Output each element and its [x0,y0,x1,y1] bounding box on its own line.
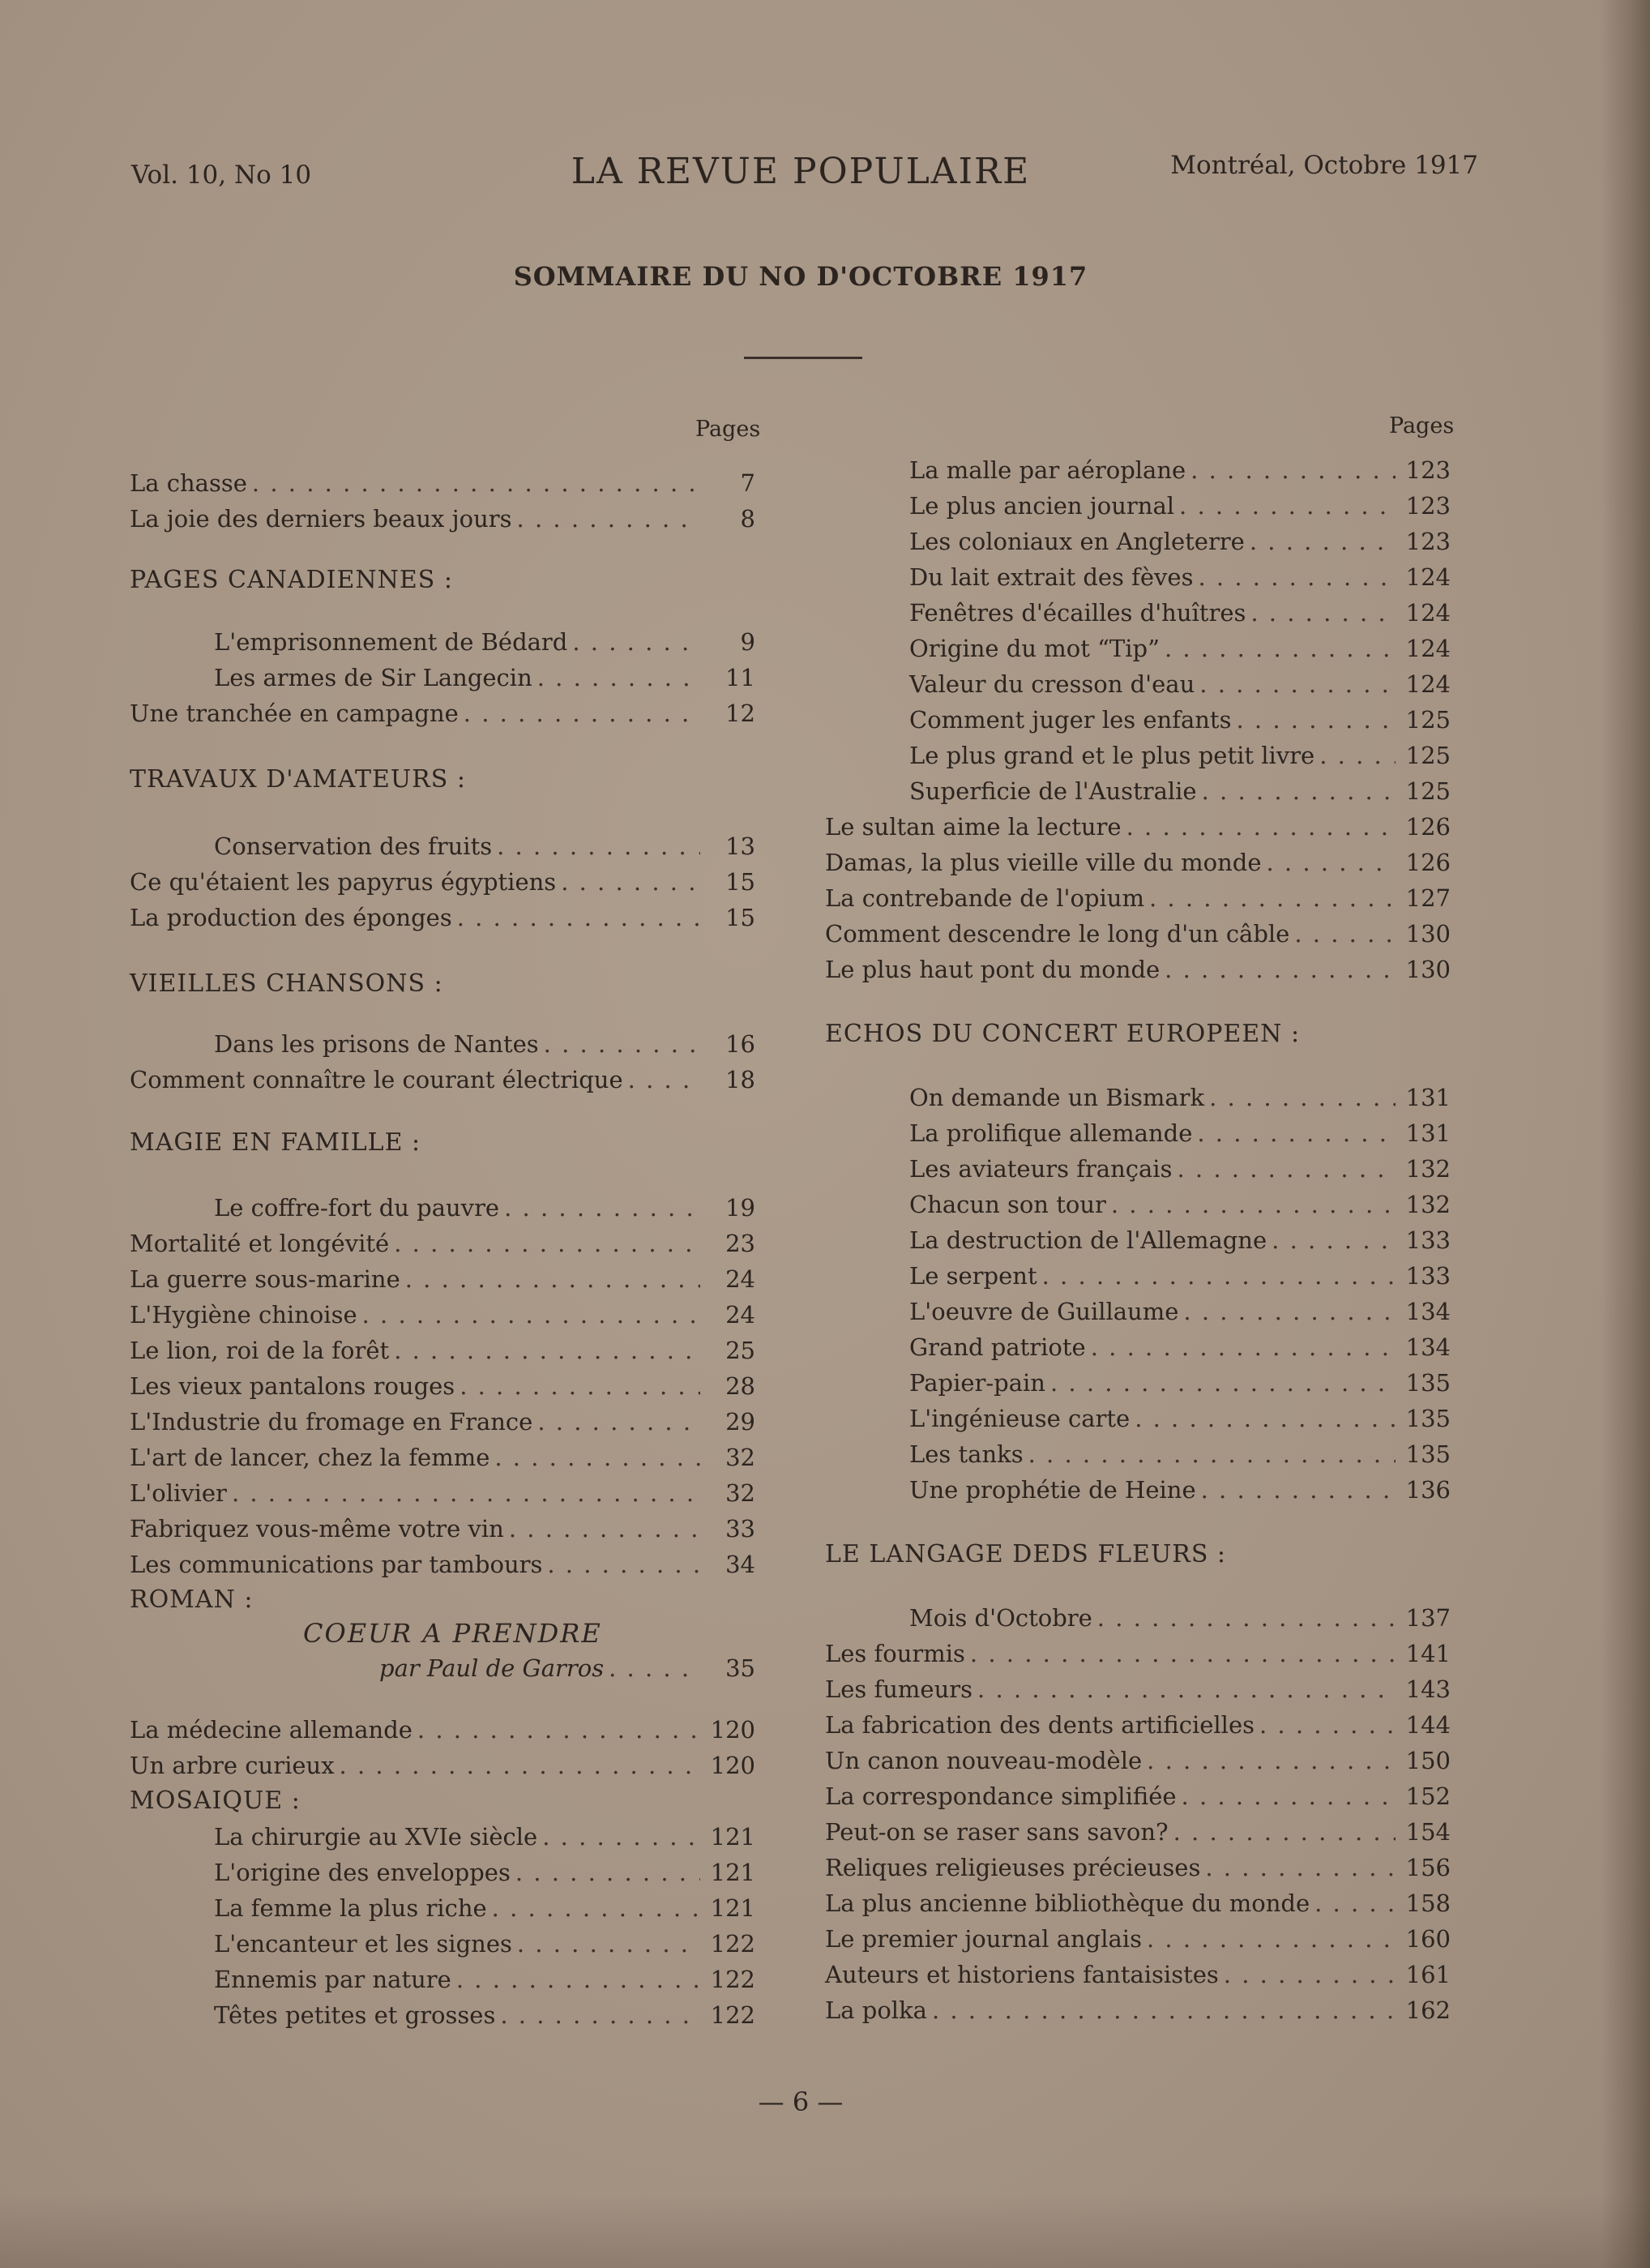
entry-title: La plus ancienne bibliothèque du monde [825,1889,1310,1917]
toc-entry [909,634,1451,663]
magazine-title: LA REVUE POPULAIRE [571,151,1031,192]
entry-title: Les armes de Sir Langecin [214,664,532,691]
entry-title: Comment connaître le courant électrique [130,1066,623,1093]
entry-title: Les coloniaux en Angleterre [909,528,1245,555]
entry-title: Les vieux pantalons rouges [130,1372,455,1400]
toc-entry [130,903,755,932]
entry-page-number: 137 [1405,1604,1451,1632]
table-of-contents-heading: SOMMAIRE DU NO D'OCTOBRE 1917 [513,261,1088,292]
toc-entry [825,1889,1451,1918]
dot-leader [405,1265,700,1294]
toc-entry [909,456,1451,485]
dot-leader [1147,1746,1396,1775]
novel-author: par Paul de Garros [379,1654,605,1682]
entry-title: Ce qu'étaient les papyrus égyptiens [130,868,557,896]
entry-page-number: 33 [725,1515,755,1543]
toc-entry [825,1675,1451,1704]
dot-leader [492,1894,700,1923]
entry-page-number: 120 [710,1752,755,1779]
toc-entry [909,1333,1451,1362]
toc-entry [130,1336,755,1365]
entry-title: Dans les prisons de Nantes [214,1030,539,1058]
entry-title: Peut-on se raser sans savon? [825,1818,1169,1846]
dot-leader [1201,1475,1396,1504]
dot-leader [609,1654,700,1683]
entry-title: L'Hygiène chinoise [130,1301,357,1329]
dot-leader [394,1229,700,1258]
entry-page-number: 125 [1405,777,1451,805]
entry-page-number: 9 [740,628,755,656]
toc-entry [379,1654,755,1683]
toc-entry [825,1782,1451,1811]
entry-title: La femme la plus riche [214,1894,487,1922]
toc-entry [909,1119,1451,1148]
entry-title: L'Industrie du fromage en France [130,1408,533,1436]
entry-title: Têtes petites et grosses [214,2001,496,2029]
toc-entry [130,469,755,498]
entry-title: Du lait extrait des fèves [909,563,1194,591]
toc-entry [909,1475,1451,1504]
dot-leader [932,1996,1396,2025]
entry-title: Les tanks [909,1440,1024,1468]
entry-title: Fabriquez vous-même votre vin [130,1515,504,1543]
entry-title: Un arbre curieux [130,1752,335,1779]
entry-title: Les aviateurs français [909,1155,1173,1183]
dot-leader [1250,598,1396,627]
right-pages-column-label: Pages [1389,413,1455,439]
dot-leader [561,867,700,897]
dot-leader [1165,955,1396,984]
dot-leader [1209,1083,1396,1112]
entry-page-number: 130 [1405,920,1451,948]
dot-leader [1266,848,1396,877]
entry-page-number: 136 [1405,1476,1451,1504]
dot-leader [1111,1190,1396,1219]
entry-page-number: 19 [725,1194,755,1222]
entry-page-number: 124 [1405,635,1451,662]
toc-entry [909,741,1451,770]
entry-title: La production des éponges [130,904,452,931]
section-heading: ECHOS DU CONCERT EUROPEEN : [825,1020,1301,1048]
entry-page-number: 120 [710,1716,755,1744]
entry-title: L'origine des enveloppes [214,1859,511,1886]
dot-leader [537,1407,700,1436]
entry-title: L'ingénieuse carte [909,1405,1131,1432]
entry-title: L'art de lancer, chez la femme [130,1444,490,1471]
entry-page-number: 123 [1405,528,1451,555]
toc-entry [214,663,755,692]
entry-page-number: 123 [1405,492,1451,520]
toc-entry [130,1478,755,1508]
entry-page-number: 127 [1405,884,1451,912]
dot-leader [1272,1226,1396,1255]
toc-entry [214,2001,755,2030]
entry-page-number: 28 [725,1372,755,1400]
dot-leader [1294,919,1396,948]
dot-leader [1177,1154,1396,1183]
dot-leader [456,1965,700,1994]
dot-leader [1190,456,1396,485]
entry-page-number: 15 [725,868,755,896]
entry-title: Chacun son tour [909,1191,1106,1218]
dot-leader [340,1751,700,1780]
dot-leader [1135,1404,1396,1433]
toc-entry [214,1965,755,1994]
dot-leader [1198,563,1396,592]
dot-leader [517,504,700,533]
toc-entry [909,670,1451,699]
toc-entry [214,1193,755,1222]
toc-entry [909,598,1451,627]
dot-leader [457,903,700,932]
toc-entry [825,1639,1451,1668]
dot-leader [1319,741,1396,770]
entry-page-number: 24 [725,1265,755,1293]
toc-entry [130,1715,755,1744]
entry-page-number: 133 [1405,1262,1451,1290]
entry-page-number: 154 [1405,1818,1451,1846]
entry-page-number: 126 [1405,813,1451,841]
entry-title: Les fumeurs [825,1675,973,1703]
toc-entry [130,1371,755,1401]
dot-leader [1050,1368,1396,1397]
entry-page-number: 156 [1405,1854,1451,1881]
volume-number: Vol. 10, No 10 [131,160,312,190]
entry-page-number: 143 [1405,1675,1451,1703]
entry-page-number: 34 [725,1551,755,1578]
dot-leader [252,469,700,498]
toc-entry [909,1297,1451,1326]
entry-title: Un canon nouveau-modèle [825,1747,1143,1774]
entry-page-number: 32 [725,1444,755,1471]
toc-entry [909,1226,1451,1255]
dot-leader [977,1675,1396,1704]
dot-leader [572,627,700,657]
toc-entry [130,699,755,728]
page-edge-shadow [1601,0,1650,2268]
toc-entry [130,1443,755,1472]
entry-page-number: 131 [1405,1084,1451,1111]
dot-leader [1179,491,1396,520]
toc-entry [130,1065,755,1094]
page-bottom-shadow [0,2195,1650,2268]
entry-title: Une prophétie de Heine [909,1476,1196,1504]
entry-title: Damas, la plus vieille ville du monde [825,849,1262,876]
entry-page-number: 29 [725,1408,755,1436]
entry-page-number: 124 [1405,563,1451,591]
entry-title: Une tranchée en campagne [130,700,459,727]
entry-title: La joie des derniers beaux jours [130,505,512,533]
entry-title: Comment descendre le long d'un câble [825,920,1290,948]
dot-leader [417,1715,700,1744]
entry-page-number: 161 [1405,1961,1451,1988]
toc-entry [909,1261,1451,1290]
toc-entry [825,884,1451,913]
toc-entry [825,1817,1451,1846]
entry-page-number: 121 [710,1823,755,1851]
toc-entry [909,527,1451,556]
entry-title: Fenêtres d'écailles d'huîtres [909,599,1246,627]
toc-entry [909,1440,1451,1469]
entry-title: Valeur du cresson d'eau [909,670,1195,698]
entry-page-number: 135 [1405,1405,1451,1432]
entry-page-number: 144 [1405,1711,1451,1739]
entry-title: L'encanteur et les signes [214,1930,512,1958]
toc-entry [214,1822,755,1851]
entry-title: La médecine allemande [130,1716,412,1744]
entry-page-number: 158 [1405,1889,1451,1917]
entry-page-number: 135 [1405,1440,1451,1468]
dot-leader [1173,1817,1396,1846]
entry-page-number: 24 [725,1301,755,1329]
dot-leader [1042,1261,1396,1290]
entry-title: Le coffre-fort du pauvre [214,1194,500,1222]
page-number: — 6 — [758,2086,844,2117]
entry-page-number: 18 [725,1066,755,1093]
dot-leader [1028,1440,1396,1469]
dot-leader [504,1193,700,1222]
entry-page-number: 122 [710,1930,755,1958]
entry-title: La malle par aéroplane [909,456,1186,484]
issue-date: Montréal, Octobre 1917 [1170,151,1478,180]
toc-entry [130,504,755,533]
dot-leader [1126,812,1396,841]
entry-page-number: 160 [1405,1925,1451,1953]
toc-entry [825,919,1451,948]
entry-page-number: 13 [725,832,755,860]
entry-page-number: 126 [1405,849,1451,876]
toc-entry [214,627,755,657]
toc-entry [825,848,1451,877]
entry-title: On demande un Bismark [909,1084,1205,1111]
entry-page-number: 121 [710,1859,755,1886]
entry-title: L'oeuvre de Guillaume [909,1298,1179,1325]
dot-leader [1182,1782,1396,1811]
toc-entry [825,1960,1451,1989]
entry-page-number: 32 [725,1479,755,1507]
dot-leader [464,699,700,728]
toc-entry [130,1229,755,1258]
toc-entry [130,1300,755,1329]
entry-title: Ennemis par nature [214,1966,451,1993]
entry-title: Le premier journal anglais [825,1925,1142,1953]
entry-page-number: 122 [710,1966,755,1993]
entry-page-number: 8 [740,505,755,533]
entry-page-number: 12 [725,700,755,727]
entry-page-number: 132 [1405,1155,1451,1183]
entry-page-number: 124 [1405,599,1451,627]
dot-leader [542,1822,700,1851]
dot-leader [1197,1119,1396,1148]
entry-page-number: 122 [710,2001,755,2029]
entry-title: La polka [825,1996,927,2024]
toc-entry [825,1710,1451,1740]
dot-leader [1259,1710,1396,1740]
entry-title: La fabrication des dents artificielles [825,1711,1255,1739]
section-heading: MOSAIQUE : [130,1787,301,1815]
toc-entry [214,1929,755,1958]
dot-leader [1224,1960,1396,1989]
toc-entry [130,867,755,897]
entry-title: Conservation des fruits [214,832,493,860]
entry-title: Le plus haut pont du monde [825,956,1161,983]
section-heading: PAGES CANADIENNES : [130,566,453,594]
entry-title: Les communications par tambours [130,1551,543,1578]
entry-title: Reliques religieuses précieuses [825,1854,1201,1881]
entry-title: Le lion, roi de la forêt [130,1337,390,1364]
dot-leader [460,1371,700,1401]
entry-page-number: 141 [1405,1640,1451,1667]
entry-page-number: 132 [1405,1191,1451,1218]
dot-leader [500,2001,700,2030]
entry-page-number: 162 [1405,1996,1451,2024]
dot-leader [970,1639,1396,1668]
dot-leader [1250,527,1396,556]
dot-leader [509,1514,700,1543]
toc-entry [909,1603,1451,1633]
entry-title: L'olivier [130,1479,227,1507]
toc-entry [909,777,1451,806]
toc-entry [909,563,1451,592]
entry-title: La contrebande de l'opium [825,884,1144,912]
dot-leader [628,1065,700,1094]
dot-leader [1236,705,1396,734]
toc-entry [130,1407,755,1436]
entry-page-number: 125 [1405,742,1451,769]
entry-title: Les fourmis [825,1640,965,1667]
toc-entry [909,491,1451,520]
dot-leader [497,832,700,861]
entry-page-number: 23 [725,1230,755,1257]
toc-entry [130,1751,755,1780]
entry-title: L'emprisonnement de Bédard [214,628,568,656]
toc-entry [825,955,1451,984]
toc-entry [825,1924,1451,1953]
dot-leader [1097,1603,1396,1633]
entry-title: Grand patriote [909,1333,1086,1361]
dot-leader [1165,634,1396,663]
entry-title: Le plus ancien journal [909,492,1175,520]
entry-page-number: 152 [1405,1782,1451,1810]
entry-title: La correspondance simplifiée [825,1782,1177,1810]
dot-leader [1199,670,1396,699]
dot-leader [1183,1297,1396,1326]
entry-page-number: 35 [725,1654,755,1682]
entry-page-number: 130 [1405,956,1451,983]
entry-title: La prolifique allemande [909,1119,1193,1147]
entry-title: La destruction de l'Allemagne [909,1226,1267,1254]
entry-title: Le serpent [909,1262,1037,1290]
toc-entry [825,1996,1451,2025]
entry-title: Auteurs et historiens fantaisistes [825,1961,1219,1988]
toc-entry [825,1746,1451,1775]
novel-title: COEUR A PRENDRE [303,1618,602,1649]
toc-entry [825,812,1451,841]
toc-entry [214,1858,755,1887]
dot-leader [1149,884,1396,913]
dot-leader [1202,777,1396,806]
dot-leader [1147,1924,1396,1953]
entry-title: Superficie de l'Australie [909,777,1197,805]
dot-leader [494,1443,700,1472]
entry-title: Mois d'Octobre [909,1604,1092,1632]
entry-title: Le plus grand et le plus petit livre [909,742,1315,769]
dot-leader [517,1929,700,1958]
entry-page-number: 121 [710,1894,755,1922]
entry-title: Mortalité et longévité [130,1230,390,1257]
section-heading: ROMAN : [130,1585,254,1614]
toc-entry [214,1029,755,1059]
entry-title: Le sultan aime la lecture [825,813,1122,841]
entry-page-number: 123 [1405,456,1451,484]
toc-entry [214,1894,755,1923]
toc-entry [909,1404,1451,1433]
toc-entry [909,1190,1451,1219]
entry-page-number: 25 [725,1337,755,1364]
section-heading: MAGIE EN FAMILLE : [130,1128,421,1157]
dot-leader [1205,1853,1396,1882]
dot-leader [1314,1889,1396,1918]
entry-page-number: 150 [1405,1747,1451,1774]
left-pages-column-label: Pages [695,417,761,442]
entry-page-number: 16 [725,1030,755,1058]
entry-page-number: 15 [725,904,755,931]
entry-page-number: 134 [1405,1298,1451,1325]
divider-rule [744,357,862,359]
entry-page-number: 135 [1405,1369,1451,1397]
toc-entry [130,1514,755,1543]
entry-title: La chirurgie au XVIe siècle [214,1823,538,1851]
section-heading: VIEILLES CHANSONS : [130,969,443,998]
toc-entry [909,1368,1451,1397]
section-heading: TRAVAUX D'AMATEURS : [130,765,466,794]
toc-entry [909,1083,1451,1112]
toc-entry [909,1154,1451,1183]
entry-page-number: 131 [1405,1119,1451,1147]
entry-page-number: 11 [725,664,755,691]
entry-page-number: 7 [740,469,755,497]
entry-title: La chasse [130,469,247,497]
dot-leader [515,1858,700,1887]
entry-title: Origine du mot “Tip” [909,635,1160,662]
dot-leader [362,1300,700,1329]
toc-entry [130,1265,755,1294]
entry-page-number: 124 [1405,670,1451,698]
toc-entry [130,1550,755,1579]
entry-title: La guerre sous-marine [130,1265,400,1293]
dot-leader [544,1029,700,1059]
toc-entry [214,832,755,861]
dot-leader [1091,1333,1396,1362]
entry-title: Papier-pain [909,1369,1045,1397]
toc-entry [825,1853,1451,1882]
entry-page-number: 134 [1405,1333,1451,1361]
dot-leader [232,1478,700,1508]
section-heading: LE LANGAGE DEDS FLEURS : [825,1540,1227,1568]
entry-page-number: 133 [1405,1226,1451,1254]
toc-entry [909,705,1451,734]
dot-leader [394,1336,700,1365]
entry-title: Comment juger les enfants [909,706,1232,734]
dot-leader [547,1550,700,1579]
entry-page-number: 125 [1405,706,1451,734]
dot-leader [537,663,700,692]
